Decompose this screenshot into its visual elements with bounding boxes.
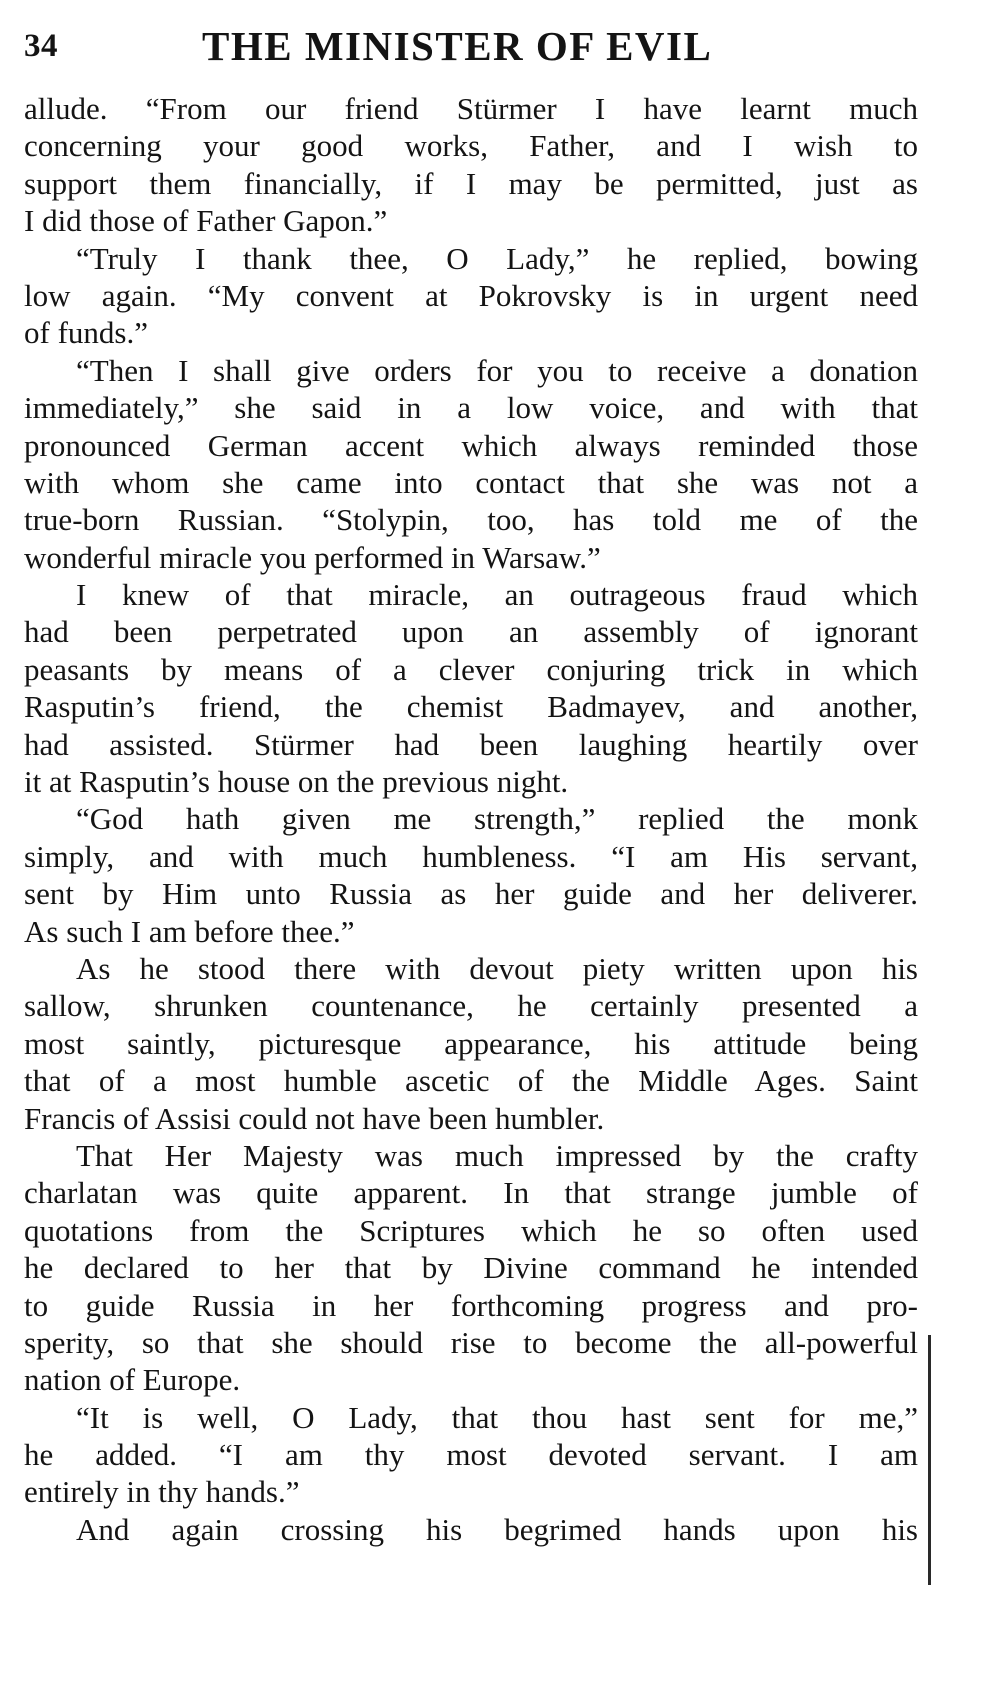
text-line: sent by Him unto Russia as her guide and her deliverer. [24, 876, 918, 912]
text-line: he declared to her that by Divine command he intended [24, 1250, 918, 1286]
text-line: it at Rasputin’s house on the previous night. [24, 764, 569, 800]
text-line: had been perpetrated upon an assembly of ignorant [24, 614, 918, 650]
text-line: of funds.” [24, 315, 148, 351]
text-line: pronounced German accent which always reminded those [24, 427, 918, 463]
text-line: had assisted. Stürmer had been laughing heartily over [24, 726, 918, 762]
page-header [24, 22, 918, 84]
text-line: sperity, so that she should rise to become the all-powerful [24, 1324, 918, 1360]
text-line: true-born Russian. “Stolypin, too, has told me of the [24, 502, 918, 538]
text-line: “God hath given me strength,” replied the monk [76, 801, 918, 837]
text-line: allude. “From our friend Stürmer I have learnt much [24, 91, 918, 126]
text-line: And again crossing his begrimed hands upon his [76, 1511, 918, 1547]
text-line: simply, and with much humbleness. “I am His servant, [24, 838, 918, 874]
text-line: most saintly, picturesque appearance, his attitude being [24, 1025, 918, 1061]
text-line: to guide Russia in her forthcoming progress and pro- [24, 1287, 918, 1323]
text-line: As such I am before thee.” [24, 913, 355, 949]
text-line: low again. “My convent at Pokrovsky is in urgent need [24, 277, 918, 313]
book-page [24, 22, 918, 1548]
running-title: THE MINISTER OF EVIL [202, 23, 713, 69]
body-text [24, 90, 918, 1548]
text-line: quotations from the Scriptures which he so often used [24, 1212, 918, 1248]
text-line: That Her Majesty was much impressed by the crafty [76, 1137, 918, 1173]
binding-edge-rule [928, 1335, 931, 1585]
text-line: sallow, shrunken countenance, he certainly presented a [24, 988, 918, 1024]
text-line: peasants by means of a clever conjuring trick in which [24, 651, 918, 687]
text-line: wonderful miracle you performed in Warsaw.” [24, 539, 601, 575]
text-line: As he stood there with devout piety written upon his [76, 950, 918, 986]
text-line: “Truly I thank thee, O Lady,” he replied, bowing [76, 240, 918, 276]
text-line: entirely in thy hands.” [24, 1474, 300, 1510]
text-line: Francis of Assisi could not have been humbler. [24, 1100, 605, 1136]
text-line: immediately,” she said in a low voice, and with that [24, 390, 918, 426]
text-line: nation of Europe. [24, 1362, 241, 1398]
text-line: I knew of that miracle, an outrageous fraud which [76, 577, 918, 613]
text-line: I did those of Father Gapon.” [24, 203, 388, 239]
page-number: 34 [24, 28, 58, 64]
text-line: charlatan was quite apparent. In that strange jumble of [24, 1175, 918, 1211]
text-line: “Then I shall give orders for you to receive a donation [76, 352, 918, 388]
text-line: Rasputin’s friend, the chemist Badmayev, and another, [24, 689, 918, 725]
text-line: that of a most humble ascetic of the Middle Ages. Saint [24, 1063, 918, 1099]
text-line: he added. “I am thy most devoted servant. I am [24, 1437, 918, 1473]
text-line: with whom she came into contact that she was not a [24, 464, 918, 500]
text-line: concerning your good works, Father, and I wish to [24, 128, 918, 164]
text-line: support them financially, if I may be permitted, just as [24, 165, 918, 201]
text-line: “It is well, O Lady, that thou hast sent for me,” [76, 1399, 918, 1435]
